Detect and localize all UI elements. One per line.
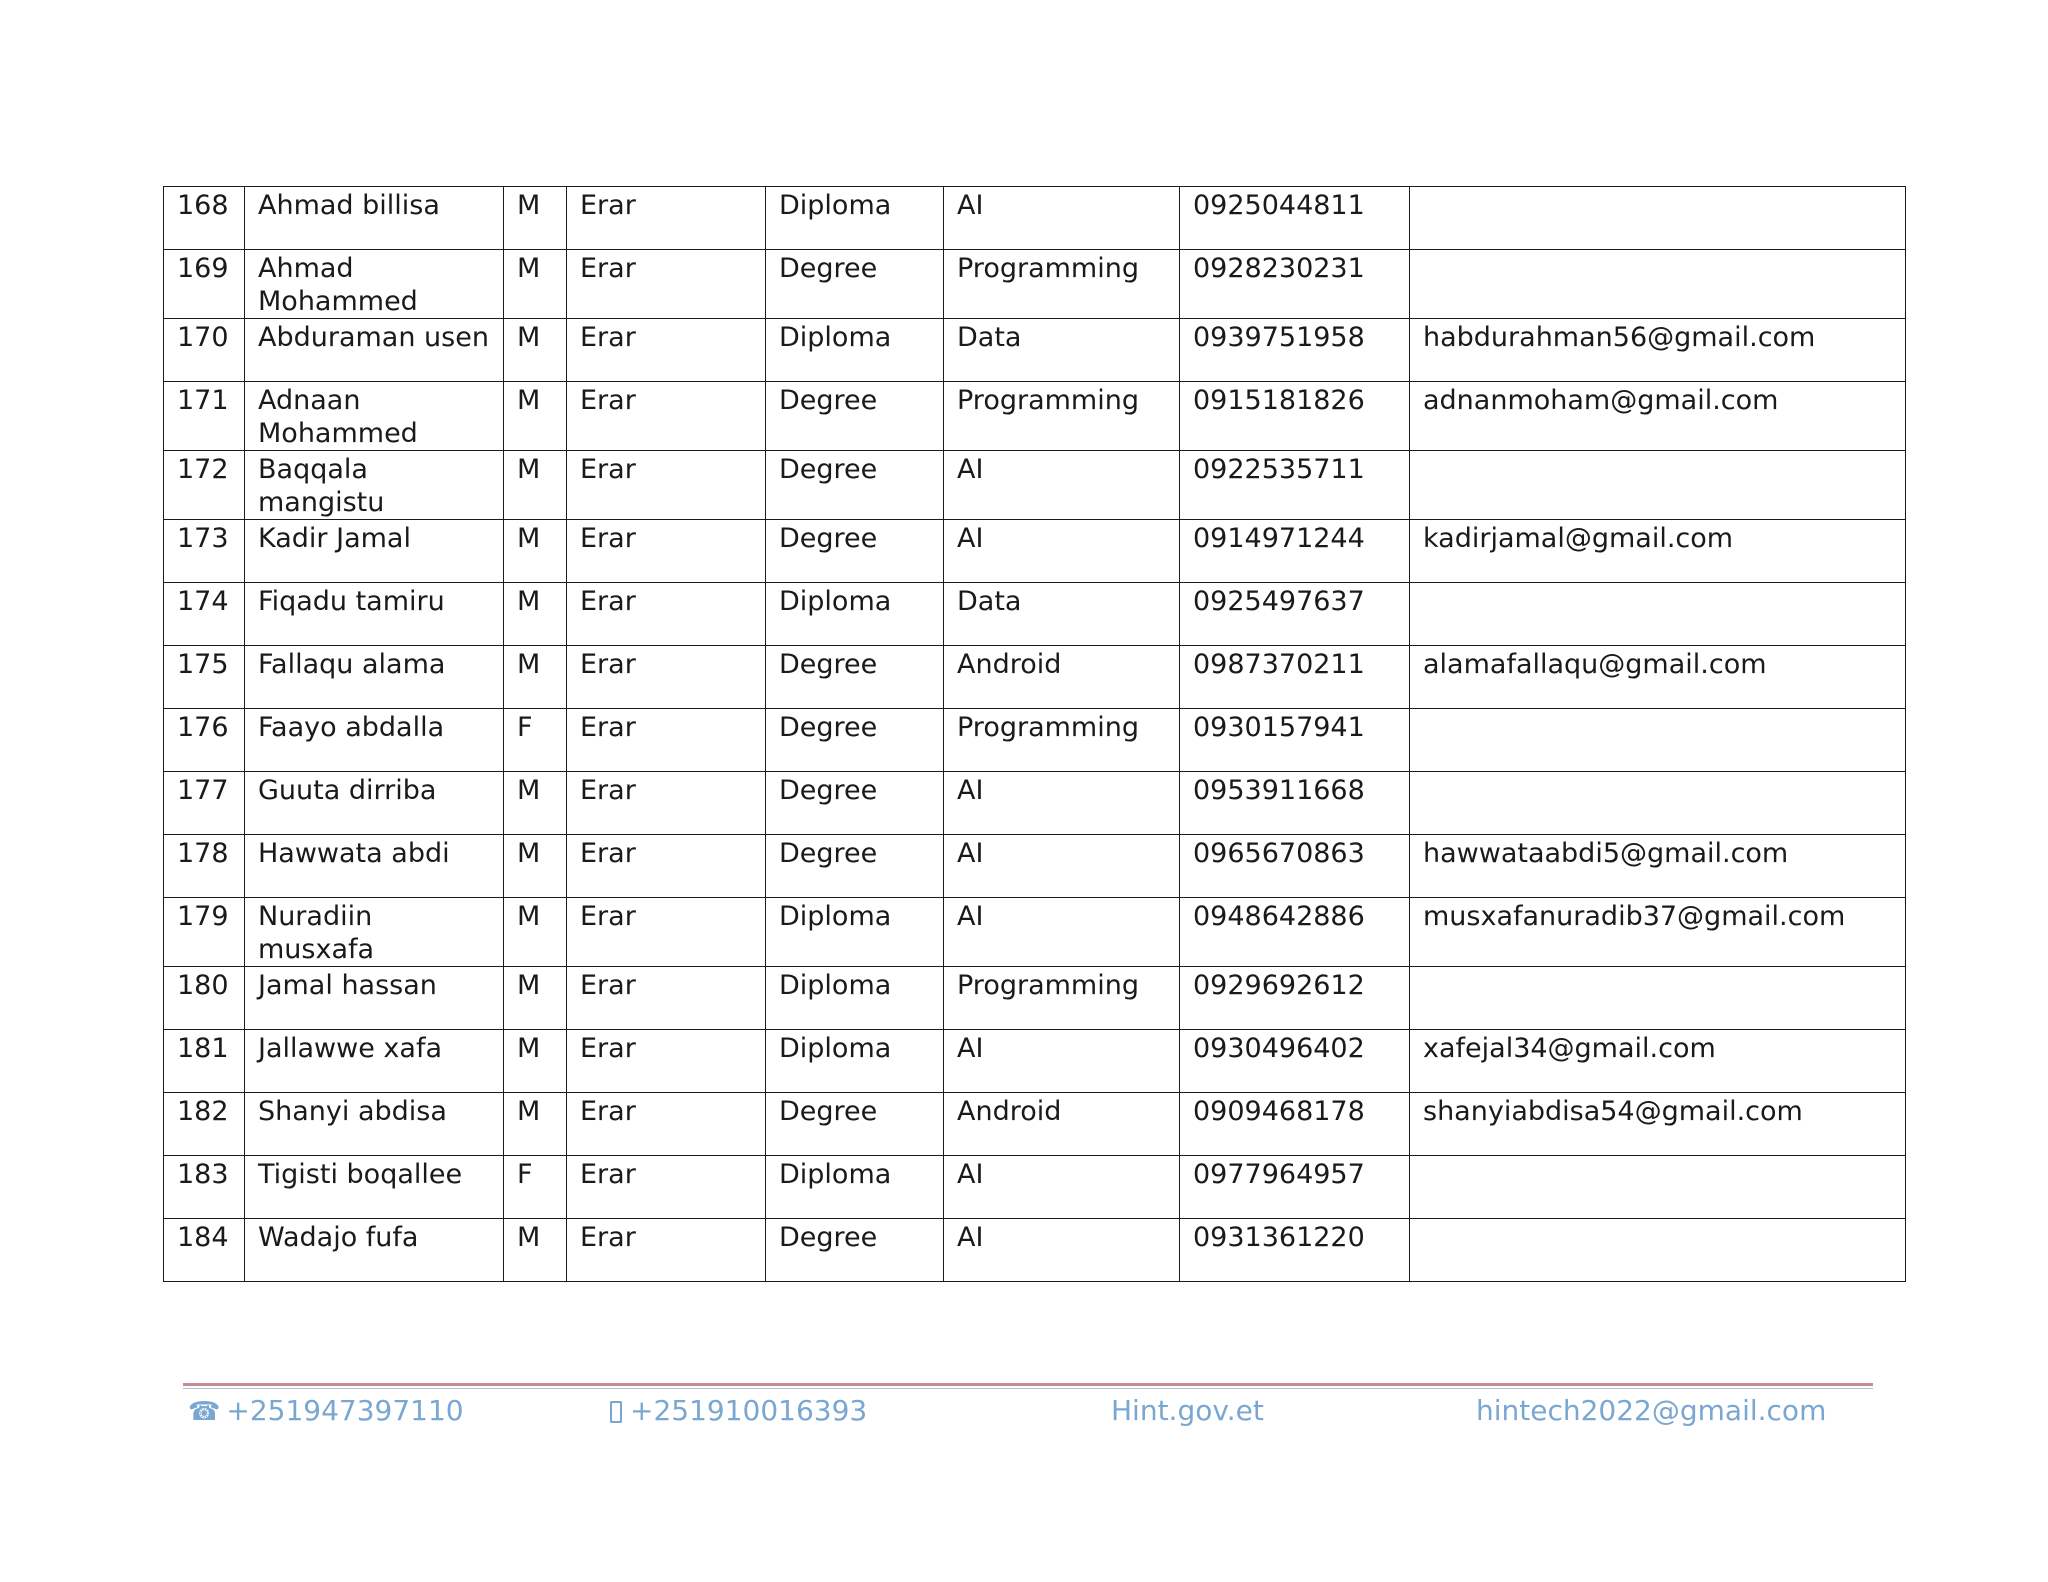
field-cell: AI xyxy=(944,1030,1180,1093)
row-number-cell: 179 xyxy=(164,898,245,967)
education-level-cell: Diploma xyxy=(766,583,944,646)
location-cell: Erar xyxy=(567,1093,766,1156)
email-cell xyxy=(1410,1219,1906,1282)
field-cell: Programming xyxy=(944,382,1180,451)
name-cell: Guuta dirriba xyxy=(245,772,504,835)
footer-divider-secondary xyxy=(183,1388,1873,1389)
table-row xyxy=(164,1156,1906,1219)
row-number-cell: 183 xyxy=(164,1156,245,1219)
footer-phone-secondary xyxy=(610,1393,867,1429)
phone-cell: 0909468178 xyxy=(1180,1093,1410,1156)
education-level-cell: Degree xyxy=(766,382,944,451)
footer-phone-secondary-text: +251910016393 xyxy=(630,1394,868,1427)
table-row xyxy=(164,451,1906,520)
row-number-cell: 176 xyxy=(164,709,245,772)
row-number-cell: 178 xyxy=(164,835,245,898)
email-cell: alamafallaqu@gmail.com xyxy=(1410,646,1906,709)
email-cell: hawwataabdi5@gmail.com xyxy=(1410,835,1906,898)
name-cell: Tigisti boqallee xyxy=(245,1156,504,1219)
education-level-cell: Degree xyxy=(766,772,944,835)
row-number-cell: 180 xyxy=(164,967,245,1030)
name-cell: Wadajo fufa xyxy=(245,1219,504,1282)
education-level-cell: Diploma xyxy=(766,1030,944,1093)
row-number-cell: 181 xyxy=(164,1030,245,1093)
footer-phone-primary-text: +251947397110 xyxy=(226,1394,464,1427)
sex-cell: M xyxy=(504,451,567,520)
name-cell: Faayo abdalla xyxy=(245,709,504,772)
education-level-cell: Degree xyxy=(766,1219,944,1282)
field-cell: Programming xyxy=(944,709,1180,772)
field-cell: Data xyxy=(944,319,1180,382)
name-cell: Jallawwe xafa xyxy=(245,1030,504,1093)
email-cell xyxy=(1410,967,1906,1030)
field-cell: AI xyxy=(944,1219,1180,1282)
education-level-cell: Diploma xyxy=(766,898,944,967)
mobile-phone-icon xyxy=(610,1401,622,1423)
field-cell: Programming xyxy=(944,250,1180,319)
phone-cell: 0925497637 xyxy=(1180,583,1410,646)
email-cell xyxy=(1410,187,1906,250)
education-level-cell: Degree xyxy=(766,520,944,583)
field-cell: AI xyxy=(944,835,1180,898)
email-cell xyxy=(1410,1156,1906,1219)
phone-cell: 0939751958 xyxy=(1180,319,1410,382)
email-cell: xafejal34@gmail.com xyxy=(1410,1030,1906,1093)
email-cell: musxafanuradib37@gmail.com xyxy=(1410,898,1906,967)
location-cell: Erar xyxy=(567,772,766,835)
location-cell: Erar xyxy=(567,898,766,967)
email-cell xyxy=(1410,583,1906,646)
sex-cell: M xyxy=(504,835,567,898)
name-cell: Abduraman usen xyxy=(245,319,504,382)
location-cell: Erar xyxy=(567,520,766,583)
sex-cell: F xyxy=(504,709,567,772)
location-cell: Erar xyxy=(567,835,766,898)
table-row xyxy=(164,709,1906,772)
email-cell: adnanmoham@gmail.com xyxy=(1410,382,1906,451)
name-cell: Fiqadu tamiru xyxy=(245,583,504,646)
trainee-roster-table xyxy=(163,186,1906,1282)
sex-cell: M xyxy=(504,187,567,250)
education-level-cell: Degree xyxy=(766,250,944,319)
email-cell xyxy=(1410,451,1906,520)
row-number-cell: 174 xyxy=(164,583,245,646)
table-row xyxy=(164,835,1906,898)
name-cell: Adnaan Mohammed xyxy=(245,382,504,451)
table-row xyxy=(164,520,1906,583)
phone-cell: 0965670863 xyxy=(1180,835,1410,898)
row-number-cell: 168 xyxy=(164,187,245,250)
phone-cell: 0930157941 xyxy=(1180,709,1410,772)
education-level-cell: Diploma xyxy=(766,187,944,250)
sex-cell: M xyxy=(504,1219,567,1282)
phone-cell: 0928230231 xyxy=(1180,250,1410,319)
footer-website[interactable]: Hint.gov.et xyxy=(1111,1394,1264,1427)
row-number-cell: 171 xyxy=(164,382,245,451)
row-number-cell: 177 xyxy=(164,772,245,835)
email-cell: shanyiabdisa54@gmail.com xyxy=(1410,1093,1906,1156)
row-number-cell: 184 xyxy=(164,1219,245,1282)
location-cell: Erar xyxy=(567,709,766,772)
table-row xyxy=(164,319,1906,382)
row-number-cell: 175 xyxy=(164,646,245,709)
field-cell: Data xyxy=(944,583,1180,646)
field-cell: Android xyxy=(944,1093,1180,1156)
table-row xyxy=(164,1030,1906,1093)
row-number-cell: 169 xyxy=(164,250,245,319)
name-cell: Kadir Jamal xyxy=(245,520,504,583)
table-row xyxy=(164,1093,1906,1156)
name-cell: Baqqala mangistu xyxy=(245,451,504,520)
email-cell: kadirjamal@gmail.com xyxy=(1410,520,1906,583)
footer-email[interactable]: hintech2022@gmail.com xyxy=(1476,1394,1827,1427)
footer-divider xyxy=(183,1383,1873,1386)
education-level-cell: Degree xyxy=(766,646,944,709)
field-cell: AI xyxy=(944,187,1180,250)
telephone-icon: ☎ xyxy=(188,1397,221,1427)
education-level-cell: Degree xyxy=(766,451,944,520)
phone-cell: 0953911668 xyxy=(1180,772,1410,835)
phone-cell: 0930496402 xyxy=(1180,1030,1410,1093)
location-cell: Erar xyxy=(567,382,766,451)
table-row xyxy=(164,967,1906,1030)
location-cell: Erar xyxy=(567,646,766,709)
education-level-cell: Diploma xyxy=(766,1156,944,1219)
footer-phone-primary xyxy=(188,1393,464,1430)
email-cell xyxy=(1410,709,1906,772)
phone-cell: 0931361220 xyxy=(1180,1219,1410,1282)
education-level-cell: Diploma xyxy=(766,967,944,1030)
education-level-cell: Degree xyxy=(766,835,944,898)
location-cell: Erar xyxy=(567,1030,766,1093)
phone-cell: 0948642886 xyxy=(1180,898,1410,967)
field-cell: Android xyxy=(944,646,1180,709)
sex-cell: F xyxy=(504,1156,567,1219)
sex-cell: M xyxy=(504,898,567,967)
table-row xyxy=(164,187,1906,250)
phone-cell: 0915181826 xyxy=(1180,382,1410,451)
table-row xyxy=(164,250,1906,319)
row-number-cell: 170 xyxy=(164,319,245,382)
name-cell: Shanyi abdisa xyxy=(245,1093,504,1156)
phone-cell: 0922535711 xyxy=(1180,451,1410,520)
field-cell: AI xyxy=(944,520,1180,583)
sex-cell: M xyxy=(504,382,567,451)
phone-cell: 0914971244 xyxy=(1180,520,1410,583)
education-level-cell: Degree xyxy=(766,709,944,772)
phone-cell: 0929692612 xyxy=(1180,967,1410,1030)
sex-cell: M xyxy=(504,319,567,382)
table-row xyxy=(164,646,1906,709)
field-cell: Programming xyxy=(944,967,1180,1030)
sex-cell: M xyxy=(504,1093,567,1156)
email-cell: habdurahman56@gmail.com xyxy=(1410,319,1906,382)
sex-cell: M xyxy=(504,1030,567,1093)
field-cell: AI xyxy=(944,772,1180,835)
name-cell: Nuradiin musxafa xyxy=(245,898,504,967)
phone-cell: 0977964957 xyxy=(1180,1156,1410,1219)
education-level-cell: Degree xyxy=(766,1093,944,1156)
location-cell: Erar xyxy=(567,319,766,382)
email-cell xyxy=(1410,250,1906,319)
field-cell: AI xyxy=(944,1156,1180,1219)
education-level-cell: Diploma xyxy=(766,319,944,382)
row-number-cell: 182 xyxy=(164,1093,245,1156)
location-cell: Erar xyxy=(567,1219,766,1282)
sex-cell: M xyxy=(504,967,567,1030)
name-cell: Jamal hassan xyxy=(245,967,504,1030)
table-row xyxy=(164,382,1906,451)
sex-cell: M xyxy=(504,250,567,319)
location-cell: Erar xyxy=(567,187,766,250)
phone-cell: 0925044811 xyxy=(1180,187,1410,250)
row-number-cell: 173 xyxy=(164,520,245,583)
location-cell: Erar xyxy=(567,967,766,1030)
name-cell: Ahmad billisa xyxy=(245,187,504,250)
table-row xyxy=(164,583,1906,646)
location-cell: Erar xyxy=(567,583,766,646)
roster-body xyxy=(164,187,1906,1282)
location-cell: Erar xyxy=(567,250,766,319)
table-row xyxy=(164,898,1906,967)
sex-cell: M xyxy=(504,772,567,835)
field-cell: AI xyxy=(944,451,1180,520)
name-cell: Hawwata abdi xyxy=(245,835,504,898)
email-cell xyxy=(1410,772,1906,835)
name-cell: Ahmad Mohammed xyxy=(245,250,504,319)
name-cell: Fallaqu alama xyxy=(245,646,504,709)
sex-cell: M xyxy=(504,520,567,583)
location-cell: Erar xyxy=(567,1156,766,1219)
sex-cell: M xyxy=(504,583,567,646)
phone-cell: 0987370211 xyxy=(1180,646,1410,709)
field-cell: AI xyxy=(944,898,1180,967)
location-cell: Erar xyxy=(567,451,766,520)
table-row xyxy=(164,1219,1906,1282)
table-row xyxy=(164,772,1906,835)
sex-cell: M xyxy=(504,646,567,709)
row-number-cell: 172 xyxy=(164,451,245,520)
